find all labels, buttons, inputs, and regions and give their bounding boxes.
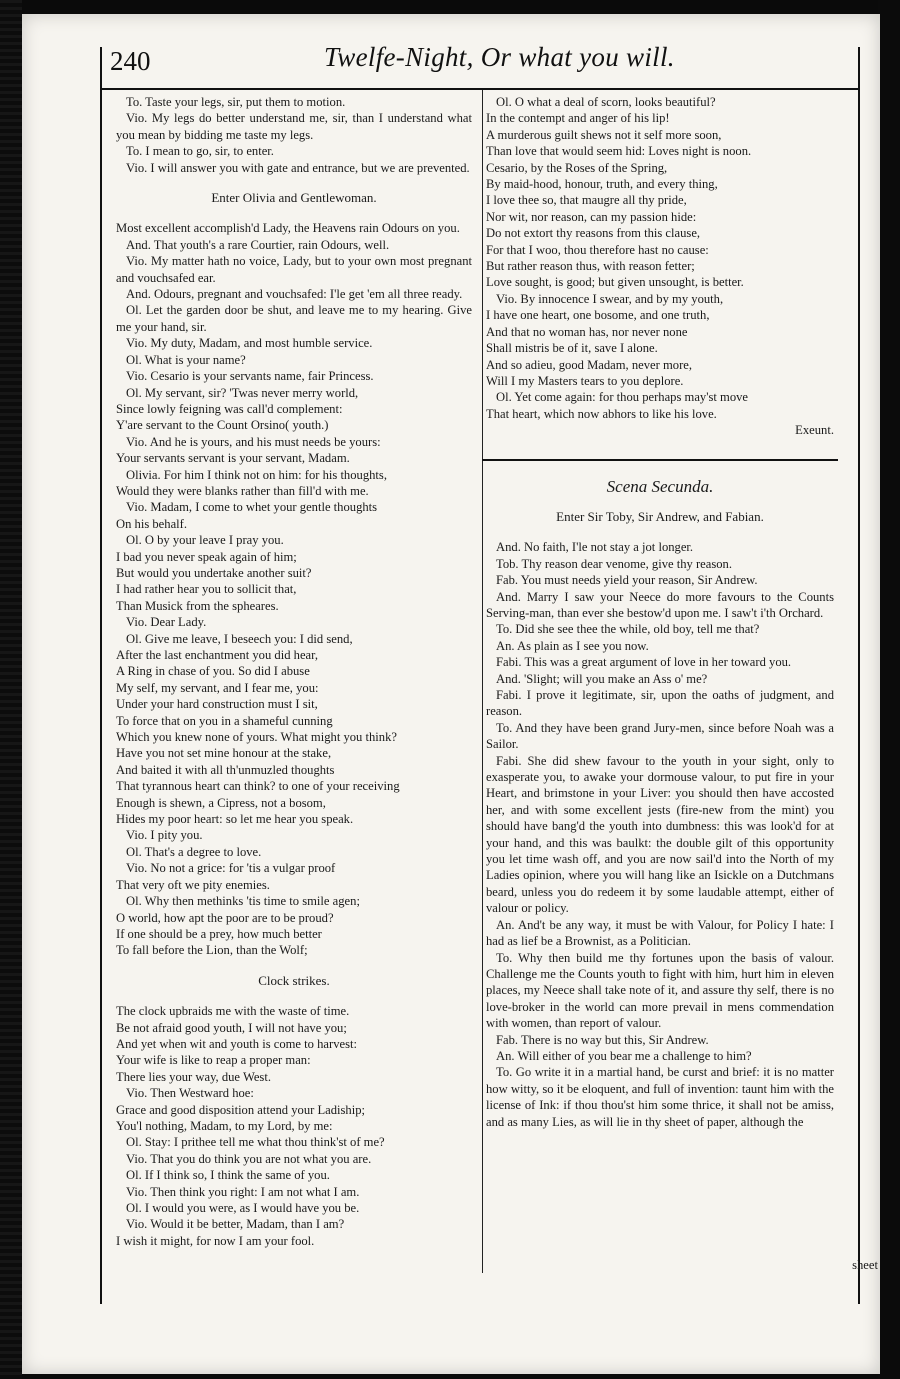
right-col-line: An. And't be any way, it must be with Valour, for Policy I hate: I had as lief be a Brownist, as a Politician.: [486, 917, 834, 949]
left-col-line: O world, how apt the poor are to be proud?: [116, 910, 334, 925]
left-col-line: Olivia. For him I think not on him: for his thoughts,: [126, 467, 387, 482]
column-divider: [482, 90, 483, 1273]
right-col-line: Do not extort thy reasons from this clause,: [486, 226, 701, 241]
left-col-line: To. Taste your legs, sir, put them to motion.: [126, 95, 346, 109]
running-title: Twelfe-Night, Or what you will.: [324, 42, 675, 72]
page-number: 240: [110, 46, 151, 76]
left-col-line: Ol. If I think so, I think the same of you.: [126, 1168, 330, 1183]
stage-direction: Enter Sir Toby, Sir Andrew, and Fabian.: [556, 508, 764, 524]
left-col-line: Would they were blanks rather than fill'd with me.: [116, 483, 369, 498]
left-col-line: To force that on you in a shameful cunning: [116, 713, 333, 728]
right-col-line: To. Did she see thee the while, old boy, tell me that?: [496, 622, 760, 637]
left-col-line: Vio. My duty, Madam, and most humble service.: [126, 336, 373, 351]
left-col-line: And yet when wit and youth is come to harvest:: [116, 1036, 357, 1051]
left-col-line: Vio. No not a grice: for 'tis a vulgar proof: [126, 861, 336, 876]
scene-heading: Scena Secunda.: [606, 476, 714, 496]
right-col-line: Fab. There is no way but this, Sir Andrew.: [496, 1032, 709, 1047]
left-col-line: A Ring in chase of you. So did I abuse: [116, 664, 310, 679]
right-col-line: Shall mistris be of it, save I alone.: [486, 341, 658, 356]
stage-direction: Clock strikes.: [258, 972, 330, 988]
left-col-line: Ol. Let the garden door be shut, and leave me to my hearing. Give me your hand, sir.: [116, 303, 472, 334]
left-edge-strip: [0, 0, 22, 1379]
left-col-line: Vio. Dear Lady.: [126, 615, 207, 630]
right-col-line: And. Marry I saw your Neece do more favours to the Counts Serving-man, than ever she bestow'd upon me. I saw't i'th Orchard.: [486, 589, 834, 620]
right-col-line: Love sought, is good; but given unsought, is better.: [486, 275, 744, 290]
left-col-line: Vio. I will answer you with gate and entrance, but we are prevented.: [126, 160, 470, 175]
left-col-line: Vio. Then Westward hoe:: [126, 1086, 254, 1101]
right-col-line: Than love that would seem hid: Loves night is noon.: [486, 144, 752, 159]
right-col-line: Fabi. I prove it legitimate, sir, upon the oaths of judgment, and reason.: [486, 688, 834, 719]
left-col-line: I bad you never speak again of him;: [116, 549, 297, 564]
left-col-line: Be not afraid good youth, I will not have you;: [116, 1020, 347, 1035]
left-col-line: My self, my servant, and I fear me, you:: [116, 680, 319, 695]
left-col-line: Hides my poor heart: so let me hear you speak.: [116, 812, 354, 827]
right-col-line: But rather reason thus, with reason fetter;: [486, 259, 695, 274]
left-col-line: Ol. Why then methinks 'tis time to smile agen;: [126, 894, 360, 909]
left-col-line: There lies your way, due West.: [116, 1069, 271, 1084]
header-rule: [100, 88, 860, 90]
left-col-line: That tyrannous heart can think? to one of your receiving: [116, 779, 400, 794]
spacer: [486, 525, 834, 539]
left-col-line: Your servants servant is your servant, Madam.: [116, 451, 350, 466]
left-col-line: That very oft we pity enemies.: [116, 877, 270, 892]
left-col-line: Have you not set mine honour at the stake,: [116, 746, 332, 761]
left-col-line: Ol. I would you were, as I would have you be.: [126, 1201, 360, 1215]
right-col-line: Nor wit, nor reason, can my passion hide:: [486, 209, 697, 224]
right-edge-strip: [878, 0, 900, 1379]
right-col-line: Tob. Thy reason dear venome, give thy reason.: [496, 556, 732, 571]
left-col-line: Since lowly feigning was call'd complement:: [116, 401, 343, 416]
left-col-line: Vio. Cesario is your servants name, fair Princess.: [126, 369, 374, 384]
right-col-line: That heart, which now abhors to like his love.: [486, 406, 717, 421]
right-col-line: To. Go write it in a martial hand, be curst and brief: it is no matter how witty, so it be eloquent, and full of invention: taunt him with the license of Ink: if thou thou'st him some thrice, it shall not be amiss, and as many Lies, as will lie in thy sheet of paper, although the: [486, 1065, 834, 1129]
left-col-line: Under your hard construction must I sit,: [116, 697, 318, 712]
right-col-line: For that I woo, thou therefore hast no cause:: [486, 242, 709, 257]
right-col-line: To. Why then build me thy fortunes upon the basis of valour. Challenge me the Counts youth to fight with him, hurt him in eleven places, my Neece shall take note of it, and assure thy self, there is no love-broker in the world can more prevail in mens commendation with women, than report of valour.: [486, 950, 834, 1031]
left-col-line: On his behalf.: [116, 516, 187, 531]
left-col-line: Ol. Give me leave, I beseech you: I did send,: [126, 631, 353, 646]
page-header: [110, 40, 850, 90]
left-col-line: Your wife is like to reap a proper man:: [116, 1053, 311, 1068]
right-col-line: And. 'Slight; will you make an Ass o' me?: [496, 671, 708, 686]
section-rule: [482, 459, 838, 461]
right-col-line: Vio. By innocence I swear, and by my youth,: [496, 291, 724, 306]
right-col-line: In the contempt and anger of his lip!: [486, 111, 670, 126]
right-col-line: Will I my Masters tears to you deplore.: [486, 373, 684, 388]
right-col-line: To. And they have been grand Jury-men, since before Noah was a Sailor.: [486, 720, 834, 752]
spacer: [116, 176, 472, 190]
left-col-line: Vio. My matter hath no voice, Lady, but to your own most pregnant and vouchsafed ear.: [116, 254, 472, 285]
stage-direction: Enter Olivia and Gentlewoman.: [211, 190, 377, 206]
right-col-line: And that no woman has, nor never none: [486, 324, 688, 339]
left-col-line: And baited it with all th'unmuzled thoughts: [116, 762, 335, 777]
left-col-line: Ol. That's a degree to love.: [126, 844, 262, 859]
right-col-line: And so adieu, good Madam, never more,: [486, 357, 692, 372]
right-col-line: Ol. Yet come again: for thou perhaps may'st move: [496, 390, 748, 405]
left-col-line: Vio. I pity you.: [126, 828, 203, 843]
left-col-line: Vio. Madam, I come to whet your gentle thoughts: [126, 500, 378, 515]
left-col-line: Which you knew none of yours. What might you think?: [116, 730, 397, 745]
spacer: [116, 206, 472, 220]
right-col-line: I have one heart, one bosome, and one truth,: [486, 308, 710, 323]
left-col-line: Ol. Stay: I prithee tell me what thou think'st of me?: [126, 1135, 385, 1150]
left-col-line: Ol. O by your leave I pray you.: [126, 533, 284, 548]
left-col-line: Y'are servant to the Count Orsino( youth.): [116, 418, 329, 433]
left-col-line: Than Musick from the spheares.: [116, 598, 279, 613]
left-col-line: To fall before the Lion, than the Wolf;: [116, 943, 308, 958]
right-col-line: I love thee so, that maugre all thy pride,: [486, 193, 687, 208]
left-col-line: Ol. My servant, sir? 'Twas never merry world,: [126, 385, 359, 400]
left-col-line: The clock upbraids me with the waste of time.: [116, 1004, 350, 1019]
left-col-line: Enough is shewn, a Cipress, not a bosom,: [116, 795, 326, 810]
right-col-line: Fabi. She did shew favour to the youth in your sight, only to exasperate you, to awake your dormouse valour, to put fire in your Heart, and brimstone in your Liver: you should then have accosted her, and with some excellent jests (fire-new from the mint) you should have bang'd the youth into dumbness: this was look'd for at your hand, and this was baulkt: the double gilt of this opportunity you let time wash off, and you are now sail'd into the North of my Ladies opinion, where you will hang like an Isickle on a Dutchmans beard, unless you do redeem it by some laudable attempt, either of valour or policy.: [486, 753, 834, 916]
right-col-line: A murderous guilt shews not it self more soon,: [486, 127, 722, 142]
right-col-line: An. As plain as I see you now.: [496, 638, 649, 653]
left-col-line: Ol. What is your name?: [126, 352, 246, 367]
left-col-line: Vio. Then think you right: I am not what I am.: [126, 1184, 360, 1199]
right-col-line: By maid-hood, honour, truth, and every thing,: [486, 177, 718, 192]
right-col-line: And. No faith, I'le not stay a jot longer.: [496, 540, 694, 555]
left-col-line: But would you undertake another suit?: [116, 565, 312, 580]
spacer: [116, 989, 472, 1003]
left-col-line: After the last enchantment you did hear,: [116, 648, 318, 662]
right-col-line: Fab. You must needs yield your reason, Sir Andrew.: [496, 573, 758, 588]
spacer: [116, 959, 472, 973]
right-col-line: Cesario, by the Roses of the Spring,: [486, 160, 668, 175]
left-col-line: Vio. And he is yours, and his must needs be yours:: [126, 434, 381, 449]
left-col-line: You'l nothing, Madam, to my Lord, by me:: [116, 1118, 333, 1133]
left-col-line: Grace and good disposition attend your Ladiship;: [116, 1102, 366, 1117]
left-col-line: I had rather hear you to sollicit that,: [116, 582, 297, 597]
left-text-column: [116, 94, 472, 1249]
right-text-column: [486, 94, 834, 1130]
left-col-line: Vio. Would it be better, Madam, than I am?: [126, 1217, 345, 1232]
catchword: sheet: [852, 1258, 878, 1272]
left-col-line: If one should be a prey, how much better: [116, 926, 322, 941]
left-col-line: Vio. My legs do better understand me, sir, than I understand what you mean by bidding me taste my legs.: [116, 111, 472, 142]
left-col-line: And. That youth's a rare Courtier, rain Odours, well.: [126, 237, 390, 252]
left-col-line: And. Odours, pregnant and vouchsafed: I'le get 'em all three ready.: [126, 287, 463, 302]
right-col-line: Exeunt.: [795, 423, 834, 438]
right-col-line: Ol. O what a deal of scorn, looks beautiful?: [496, 95, 716, 109]
left-col-line: I wish it might, for now I am your fool.: [116, 1233, 315, 1248]
left-col-line: Vio. That you do think you are not what you are.: [126, 1151, 372, 1166]
left-col-line: Most excellent accomplish'd Lady, the Heavens rain Odours on you.: [116, 221, 460, 236]
right-col-line: Fabi. This was a great argument of love in her toward you.: [496, 655, 792, 670]
left-col-line: To. I mean to go, sir, to enter.: [126, 144, 274, 159]
right-col-line: An. Will either of you bear me a challenge to him?: [496, 1048, 752, 1063]
